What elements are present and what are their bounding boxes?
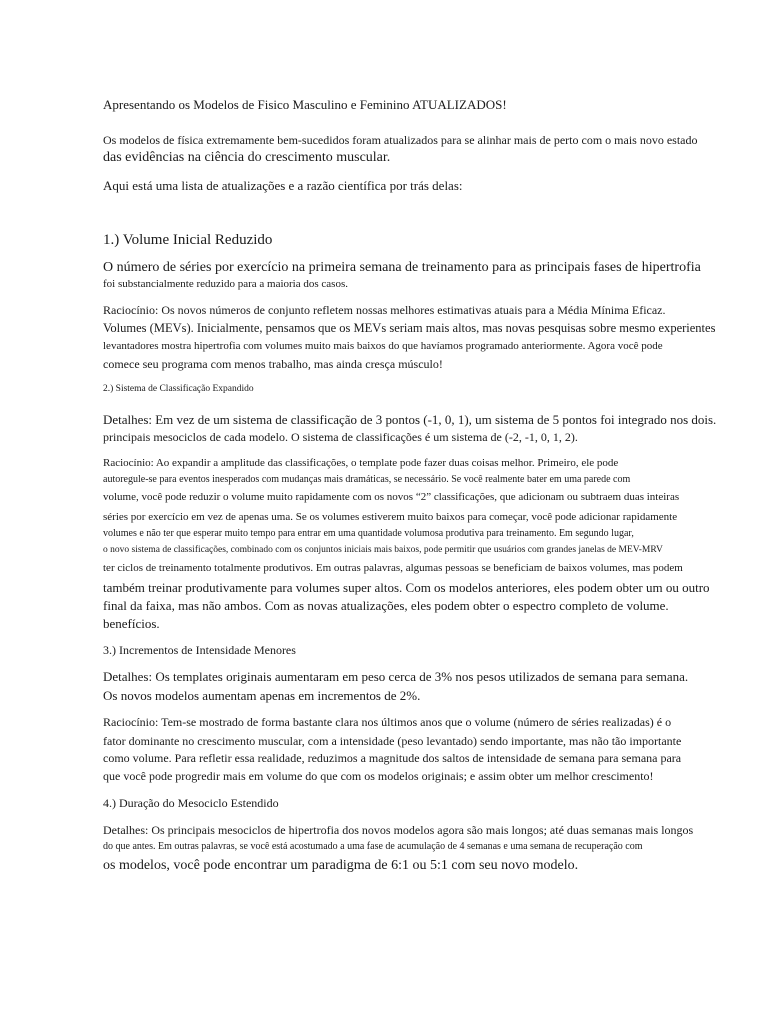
- section-heading: 2.) Sistema de Classificação Expandido: [103, 384, 254, 394]
- section-reasoning-line: séries por exercício em vez de apenas uma. Se os volumes estiverem muito baixos para começar, você pode adicionar rapidamente: [103, 511, 678, 523]
- section-reasoning-line: Volumes (MEVs). Inicialmente, pensamos que os MEVs seriam mais altos, mas novas pesquisas sobre mesmo experientes: [103, 320, 716, 335]
- section-reasoning-line: que você pode progredir mais em volume do que com os modelos originais; e assim obter um melhor crescimento!: [103, 769, 654, 783]
- section-reasoning-line: também treinar produtivamente para volumes super altos. Com os modelos anteriores, eles podem obter um ou outro: [103, 580, 710, 595]
- section-reasoning-line: Raciocínio: Os novos números de conjunto refletem nossas melhores estimativas atuais para a Média Mínima Eficaz.: [103, 303, 666, 317]
- section-details-line: principais mesociclos de cada modelo. O sistema de classificações é um sistema de (-2, -1, 0, 1, 2).: [103, 430, 578, 444]
- section-details-line: foi substancialmente reduzido para a maioria dos casos.: [103, 278, 348, 290]
- section-reasoning-line: comece seu programa com menos trabalho, mas ainda cresça músculo!: [103, 357, 443, 371]
- section-reasoning-line: benefícios.: [103, 616, 160, 631]
- section-reasoning-line: como volume. Para refletir essa realidade, reduzimos a magnitude dos saltos de intensidade de semana para semana para: [103, 751, 682, 765]
- section-details-line: Detalhes: Em vez de um sistema de classificação de 3 pontos (-1, 0, 1), um sistema de 5 pontos foi integrado nos dois.: [103, 412, 717, 427]
- intro-line: das evidências na ciência do crescimento muscular.: [103, 150, 391, 165]
- section-reasoning-line: volume, você pode reduzir o volume muito rapidamente com os novos “2” classificações, que adicionam ou subtraem duas inteiras: [103, 491, 680, 503]
- section-reasoning-line: o novo sistema de classificações, combinado com os conjuntos iniciais mais baixos, pode permitir que usuários com grandes janelas de MEV-MRV: [103, 545, 663, 555]
- section-reasoning-line: autoregule-se para eventos inesperados com mudanças mais dramáticas, se necessário. Se você realmente bater em uma parede com: [103, 474, 631, 485]
- intro-line: Os modelos de física extremamente bem-sucedidos foram atualizados para se alinhar mais de perto com o mais novo estado: [103, 133, 698, 147]
- section-reasoning-line: Raciocínio: Ao expandir a amplitude das classificações, o template pode fazer duas coisas melhor. Primeiro, ele pode: [103, 457, 619, 469]
- section-reasoning-line: volumes e não ter que esperar muito tempo para entrar em uma quantidade volumosa produtiva para treinamento. Em segundo lugar,: [103, 528, 634, 539]
- section-heading: 4.) Duração do Mesociclo Estendido: [103, 796, 279, 810]
- section-details-line: os modelos, você pode encontrar um paradigma de 6:1 ou 5:1 com seu novo modelo.: [103, 858, 579, 873]
- section-heading: 3.) Incrementos de Intensidade Menores: [103, 643, 296, 657]
- section-heading: 1.) Volume Inicial Reduzido: [103, 232, 273, 248]
- section-details-line: do que antes. Em outras palavras, se você está acostumado a uma fase de acumulação de 4 semanas e uma semana de recuperação com: [103, 841, 643, 852]
- section-reasoning-line: final da faixa, mas não ambos. Com as novas atualizações, eles podem obter o espectro completo de volume.: [103, 598, 669, 613]
- section-reasoning-line: levantadores mostra hipertrofia com volumes muito mais baixos do que havíamos programado anteriormente. Agora você pode: [103, 340, 663, 352]
- section-reasoning-line: ter ciclos de treinamento totalmente produtivos. Em outras palavras, algumas pessoas se beneficiam de baixos volumes, mas podem: [103, 562, 683, 574]
- list-intro: Aqui está uma lista de atualizações e a razão científica por trás delas:: [103, 178, 463, 193]
- section-details-line: Detalhes: Os templates originais aumentaram em peso cerca de 3% nos pesos utilizados de semana para semana.: [103, 669, 689, 684]
- section-details-line: Detalhes: Os principais mesociclos de hipertrofia dos novos modelos agora são mais longos; até duas semanas mais longos: [103, 823, 694, 837]
- document-title: Apresentando os Modelos de Fisico Masculino e Feminino ATUALIZADOS!: [103, 97, 507, 112]
- section-details-line: O número de séries por exercício na primeira semana de treinamento para as principais fases de hipertrofia: [103, 260, 701, 275]
- section-reasoning-line: Raciocínio: Tem-se mostrado de forma bastante clara nos últimos anos que o volume (número de séries realizadas) é o: [103, 715, 672, 729]
- section-details-line: Os novos modelos aumentam apenas em incrementos de 2%.: [103, 688, 421, 703]
- section-reasoning-line: fator dominante no crescimento muscular, com a intensidade (peso levantado) sendo importante, mas não tão importante: [103, 734, 682, 748]
